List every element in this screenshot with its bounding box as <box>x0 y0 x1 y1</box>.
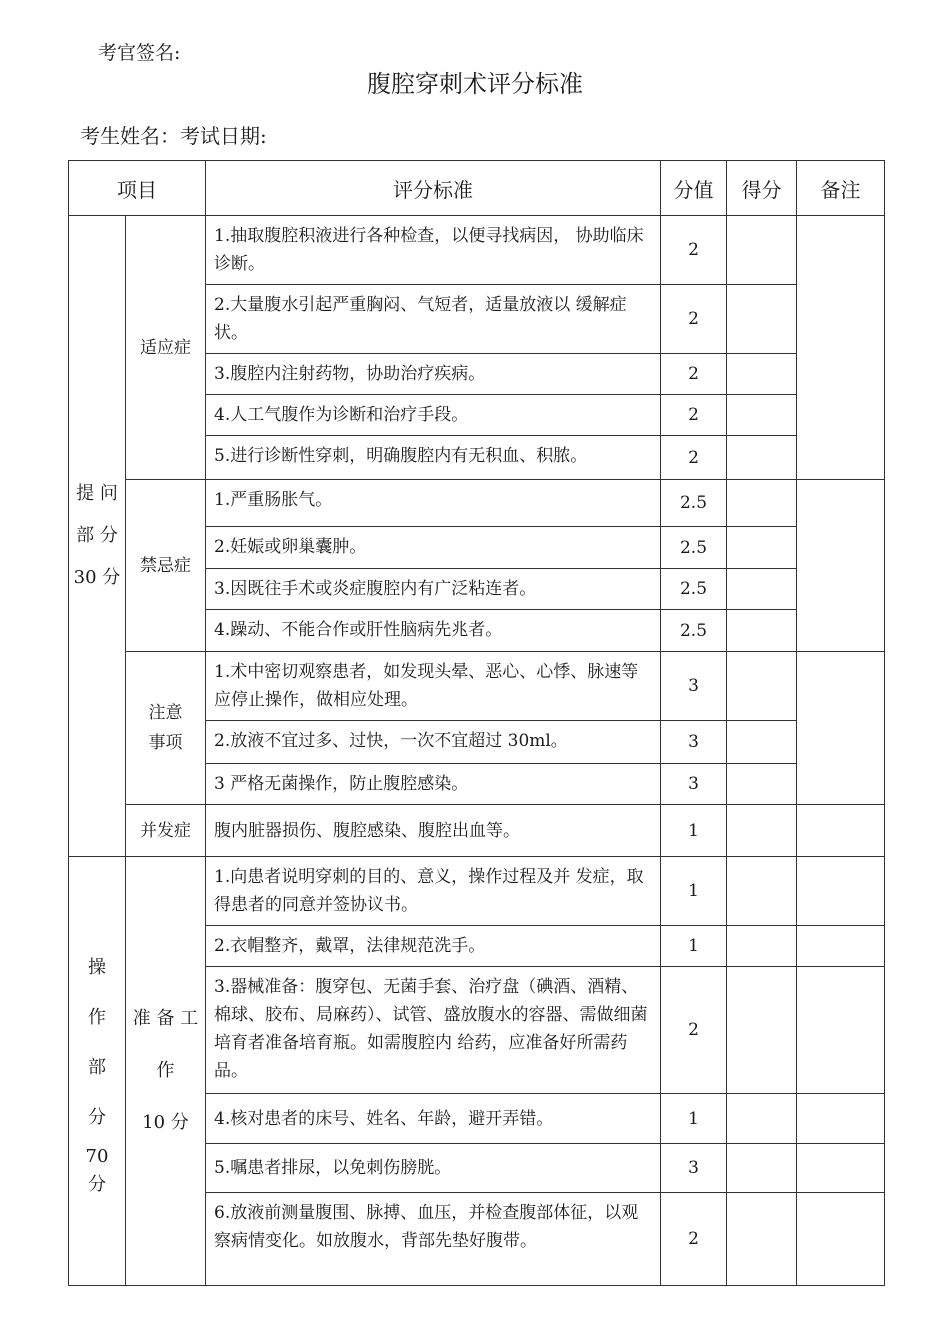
notes-cell[interactable] <box>797 652 885 805</box>
category-preparation-line3: 10 分 <box>142 1112 189 1133</box>
header-item: 项目 <box>69 161 206 216</box>
notes-cell[interactable] <box>797 480 885 652</box>
score-cell[interactable] <box>727 285 797 354</box>
criterion-value: 2 <box>661 354 727 395</box>
table-row <box>69 857 885 926</box>
criterion-text: 5.进行诊断性穿刺，明确腹腔内有无积血、积脓。 <box>206 436 661 480</box>
score-cell[interactable] <box>727 1193 797 1286</box>
notes-cell[interactable] <box>797 216 885 480</box>
table-row <box>69 480 885 527</box>
score-cell[interactable] <box>727 395 797 436</box>
score-cell[interactable] <box>727 480 797 527</box>
category-precautions-line1: 注意 <box>148 703 183 723</box>
criterion-text: 2.妊娠或卵巢囊肿。 <box>206 527 661 569</box>
criterion-text: 1.严重肠胀气。 <box>206 480 661 527</box>
criterion-value: 2 <box>661 216 727 285</box>
section-questions <box>69 216 126 857</box>
score-cell[interactable] <box>727 857 797 926</box>
notes-cell[interactable] <box>797 1144 885 1193</box>
criterion-value: 2.5 <box>661 569 727 610</box>
section-questions-line2: 部 分 <box>76 525 118 546</box>
category-preparation-line2: 作 <box>156 1060 175 1081</box>
table-header-row <box>69 161 885 216</box>
score-cell[interactable] <box>727 1144 797 1193</box>
criterion-value: 2 <box>661 285 727 354</box>
criterion-text: 4.核对患者的床号、姓名、年龄，避开弄错。 <box>206 1094 661 1144</box>
category-precautions <box>126 652 206 805</box>
section-operation-char2: 作 <box>88 1007 106 1028</box>
criterion-value: 2.5 <box>661 610 727 652</box>
notes-cell[interactable] <box>797 926 885 967</box>
notes-cell[interactable] <box>797 857 885 926</box>
criterion-text: 2.衣帽整齐，戴罩，法律规范洗手。 <box>206 926 661 967</box>
category-preparation <box>126 857 206 1286</box>
criterion-value: 1 <box>661 926 727 967</box>
header-value: 分值 <box>661 161 727 216</box>
criterion-text: 3 严格无菌操作，防止腹腔感染。 <box>206 764 661 805</box>
criterion-text: 3.因既往手术或炎症腹腔内有广泛粘连者。 <box>206 569 661 610</box>
category-precautions-line2: 事项 <box>148 733 183 753</box>
score-cell[interactable] <box>727 216 797 285</box>
section-operation <box>69 857 126 1286</box>
criterion-text: 2.大量腹水引起严重胸闷、气短者，适量放液以 缓解症状。 <box>206 285 661 354</box>
score-cell[interactable] <box>727 926 797 967</box>
criterion-text: 1.向患者说明穿刺的目的、意义，操作过程及并 发症，取得患者的同意并签协议书。 <box>206 857 661 926</box>
section-questions-line3: 30 分 <box>73 567 121 588</box>
criterion-text: 6.放液前测量腹围、脉搏、血压，并检查腹部体征，以观察病情变化。如放腹水，背部先垫好腹带。 <box>206 1193 661 1286</box>
notes-cell[interactable] <box>797 1094 885 1144</box>
header-score: 得分 <box>727 161 797 216</box>
header-criteria: 评分标准 <box>206 161 661 216</box>
criterion-text: 5.嘱患者排尿，以免刺伤膀胱。 <box>206 1144 661 1193</box>
score-cell[interactable] <box>727 764 797 805</box>
section-questions-line1: 提 问 <box>76 483 118 504</box>
category-complications: 并发症 <box>126 805 206 857</box>
section-operation-char1: 操 <box>88 957 106 978</box>
score-cell[interactable] <box>727 527 797 569</box>
criterion-value: 2 <box>661 436 727 480</box>
score-cell[interactable] <box>727 436 797 480</box>
section-operation-char6: 分 <box>88 1174 106 1195</box>
score-cell[interactable] <box>727 1094 797 1144</box>
criterion-value: 1 <box>661 857 727 926</box>
criterion-value: 3 <box>661 652 727 721</box>
criterion-text: 1.抽取腹腔积液进行各种检查，以便寻找病因， 协助临床诊断。 <box>206 216 661 285</box>
category-preparation-line1: 准 备 工 <box>132 1008 199 1029</box>
table-row <box>69 216 885 285</box>
notes-cell[interactable] <box>797 1193 885 1286</box>
notes-cell[interactable] <box>797 805 885 857</box>
candidate-info-line: 考生姓名：考试日期: <box>80 124 267 148</box>
notes-cell[interactable] <box>797 967 885 1094</box>
score-cell[interactable] <box>727 354 797 395</box>
examiner-signature-label: 考官签名: <box>98 42 181 64</box>
category-indications: 适应症 <box>126 216 206 480</box>
section-operation-char5: 70 <box>85 1146 109 1167</box>
score-cell[interactable] <box>727 569 797 610</box>
table-row <box>69 652 885 721</box>
score-cell[interactable] <box>727 967 797 1094</box>
criterion-value: 2.5 <box>661 480 727 527</box>
score-cell[interactable] <box>727 721 797 764</box>
criterion-text: 2.放液不宜过多、过快，一次不宜超过 30ml。 <box>206 721 661 764</box>
criterion-text: 1.术中密切观察患者，如发现头晕、恶心、心悸、脉速等应停止操作，做相应处理。 <box>206 652 661 721</box>
score-cell[interactable] <box>727 610 797 652</box>
category-contraindications: 禁忌症 <box>126 480 206 652</box>
criterion-text: 3.器械准备：腹穿包、无菌手套、治疗盘（碘酒、酒精、棉球、胶布、局麻药）、试管、盛放腹水的容器、需做细菌培育者准备培育瓶。如需腹腔内 给药，应准备好所需药品。 <box>206 967 661 1094</box>
criterion-text: 4.躁动、不能合作或肝性脑病先兆者。 <box>206 610 661 652</box>
criterion-value: 2.5 <box>661 527 727 569</box>
criterion-value: 2 <box>661 395 727 436</box>
page-title: 腹腔穿刺术评分标准 <box>367 70 583 98</box>
criterion-text: 腹内脏器损伤、腹腔感染、腹腔出血等。 <box>206 805 661 857</box>
criterion-value: 1 <box>661 805 727 857</box>
criterion-text: 3.腹腔内注射药物，协助治疗疾病。 <box>206 354 661 395</box>
criterion-value: 1 <box>661 1094 727 1144</box>
table-row <box>69 805 885 857</box>
criterion-value: 3 <box>661 764 727 805</box>
criterion-value: 2 <box>661 1193 727 1286</box>
header-notes: 备注 <box>797 161 885 216</box>
score-cell[interactable] <box>727 652 797 721</box>
criterion-value: 3 <box>661 721 727 764</box>
criterion-value: 2 <box>661 967 727 1094</box>
scoring-table <box>68 160 885 1286</box>
criterion-value: 3 <box>661 1144 727 1193</box>
section-operation-char4: 分 <box>88 1107 106 1128</box>
criterion-text: 4.人工气腹作为诊断和治疗手段。 <box>206 395 661 436</box>
score-cell[interactable] <box>727 805 797 857</box>
section-operation-char3: 部 <box>88 1057 106 1078</box>
